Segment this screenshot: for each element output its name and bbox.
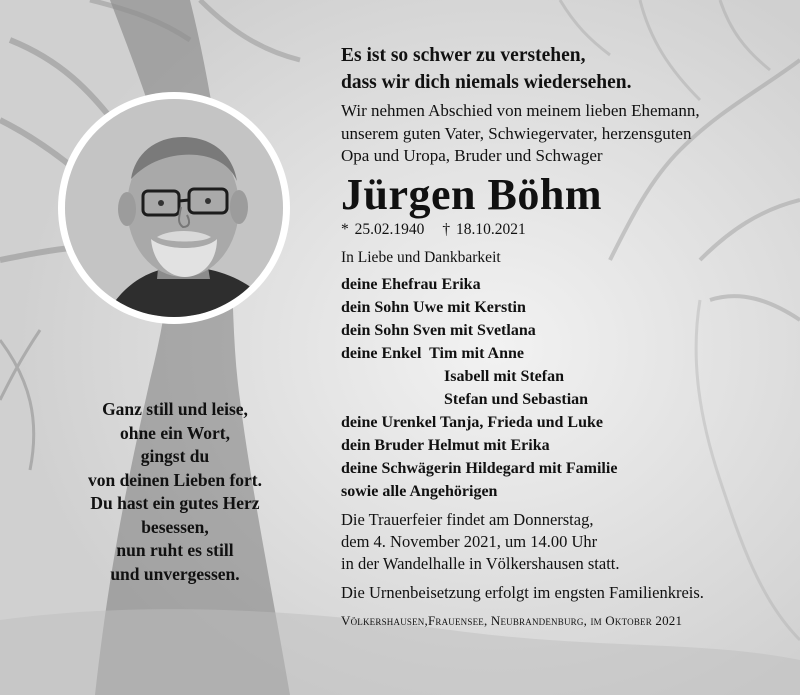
family-member: sowie alle Angehörigen bbox=[341, 482, 498, 500]
headline-line: Es ist so schwer zu verstehen, bbox=[341, 45, 586, 66]
deceased-name: Jürgen Böhm bbox=[341, 169, 602, 219]
thanks-line: In Liebe und Dankbarkeit bbox=[341, 248, 501, 266]
intro-line: Opa und Uropa, Bruder und Schwager bbox=[341, 146, 603, 165]
service-line: dem 4. November 2021, um 14.00 Uhr bbox=[341, 531, 598, 551]
poem-line: und unvergessen. bbox=[110, 563, 240, 584]
family-member: deine Enkel Tim mit Anne bbox=[341, 344, 524, 362]
intro-text bbox=[341, 100, 781, 168]
portrait-photo bbox=[65, 99, 283, 317]
family-member: dein Bruder Helmut mit Erika bbox=[341, 436, 550, 454]
family-member: deine Ehefrau Erika bbox=[341, 275, 481, 293]
family-member: Stefan und Sebastian bbox=[444, 390, 589, 408]
headline bbox=[341, 42, 781, 96]
life-dates bbox=[341, 220, 781, 240]
intro-line: Wir nehmen Abschied von meinem lieben Ehemann, bbox=[341, 101, 700, 120]
portrait-photo-frame bbox=[58, 92, 290, 324]
death-date: † 18.10.2021 bbox=[442, 220, 526, 238]
service-line: in der Wandelhalle in Völkershausen statt. bbox=[341, 553, 620, 573]
poem-line: gingst du bbox=[140, 446, 210, 466]
poem-line: besessen, bbox=[141, 516, 209, 537]
poem-line: Ganz still und leise, bbox=[102, 399, 248, 419]
poem-line: nun ruht es still bbox=[116, 540, 234, 560]
place-and-date: Völkershausen,Frauensee, Neubrandenburg, im Oktober 2021 bbox=[341, 612, 683, 628]
headline-line: dass wir dich niemals wiedersehen. bbox=[341, 72, 632, 93]
family-member: Isabell mit Stefan bbox=[444, 367, 564, 385]
family-member: dein Sohn Uwe mit Kerstin bbox=[341, 298, 526, 316]
obituary-text bbox=[341, 42, 781, 630]
poem-line: von deinen Lieben fort. bbox=[87, 469, 263, 490]
funeral-service-info bbox=[341, 509, 781, 575]
family-member: dein Sohn Sven mit Svetlana bbox=[341, 321, 536, 339]
memorial-poem bbox=[30, 398, 320, 586]
family-list bbox=[341, 273, 781, 503]
family-member: deine Urenkel Tanja, Frieda und Luke bbox=[341, 413, 603, 431]
intro-line: unserem guten Vater, Schwiegervater, herzensguten bbox=[341, 123, 692, 143]
birth-date: * 25.02.1940 bbox=[341, 220, 425, 238]
poem-line: Du hast ein gutes Herz bbox=[90, 493, 260, 513]
burial-info: Die Urnenbeisetzung erfolgt im engsten Familienkreis. bbox=[341, 582, 704, 602]
poem-line: ohne ein Wort, bbox=[119, 422, 231, 443]
family-member: deine Schwägerin Hildegard mit Familie bbox=[341, 459, 618, 477]
service-line: Die Trauerfeier findet am Donnerstag, bbox=[341, 509, 594, 529]
